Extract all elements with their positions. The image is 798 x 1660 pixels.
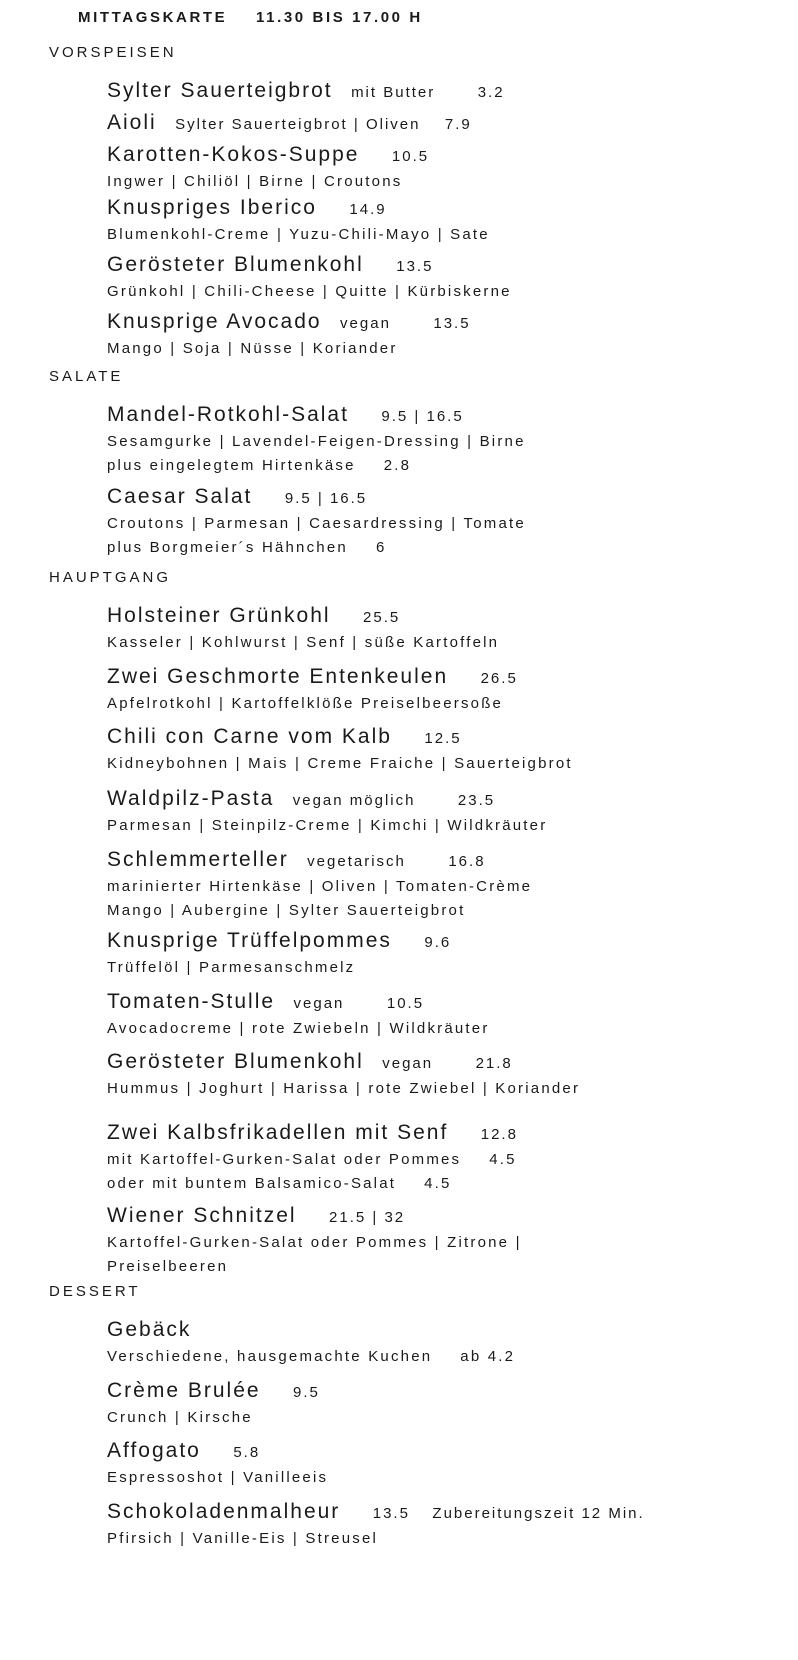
item-note: vegan — [382, 1055, 434, 1072]
item-name: Zwei Geschmorte Entenkeulen — [107, 665, 449, 688]
item-note: vegetarisch — [307, 853, 406, 870]
item-addon — [107, 536, 526, 560]
menu-item-knuspriges-iberico — [107, 193, 490, 247]
menu-item-geroesteter-blumenkohl-hauptgang — [107, 1047, 580, 1101]
item-name: Knusprige Trüffelpommes — [107, 929, 392, 952]
addon-price: 2.8 — [383, 457, 412, 474]
item-title-line — [107, 601, 499, 631]
menu-item-karotten-kokos-suppe — [107, 140, 429, 194]
item-price: 10.5 — [386, 995, 425, 1012]
item-description-2: Preiselbeeren — [107, 1258, 229, 1275]
item-title-line — [107, 307, 471, 337]
item-description: Pfirsich | Vanille-Eis | Streusel — [107, 1530, 379, 1547]
menu-item-waldpilz-pasta — [107, 784, 547, 838]
item-description: Kartoffel-Gurken-Salat oder Pommes | Zitrone | — [107, 1234, 522, 1251]
item-title-line — [107, 400, 526, 430]
item-name: Knusprige Avocado — [107, 310, 322, 333]
section-title-salate: SALATE — [49, 368, 124, 385]
item-name: Gebäck — [107, 1318, 192, 1341]
menu-item-tomaten-stulle — [107, 987, 490, 1041]
menu-item-gebaeck — [107, 1315, 515, 1369]
item-title-line — [107, 1315, 515, 1345]
item-title-line — [107, 76, 505, 106]
addon-price: 6 — [375, 539, 387, 556]
item-description — [107, 1345, 515, 1369]
item-description: Kidneybohnen | Mais | Creme Fraiche | Sauerteigbrot — [107, 755, 573, 772]
item-name: Zwei Kalbsfrikadellen mit Senf — [107, 1121, 449, 1144]
menu-title: MITTAGSKARTE — [78, 9, 228, 26]
item-title-line — [107, 1201, 522, 1231]
menu-item-chili-con-carne — [107, 722, 573, 776]
addon-text: mit Kartoffel-Gurken-Salat oder Pommes — [107, 1151, 462, 1168]
menu-item-geroesteter-blumenkohl-vorspeise — [107, 250, 512, 304]
item-description: Avocadocreme | rote Zwiebeln | Wildkräuter — [107, 1020, 490, 1037]
item-name: Knuspriges Iberico — [107, 196, 317, 219]
menu-item-aioli — [107, 108, 472, 138]
item-title-line — [107, 482, 526, 512]
item-price: 13.5 — [396, 258, 434, 275]
item-description: Grünkohl | Chili-Cheese | Quitte | Kürbiskerne — [107, 283, 512, 300]
item-price: 14.9 — [349, 201, 387, 218]
item-price: 7.9 — [444, 116, 472, 133]
item-title-line — [107, 1118, 518, 1148]
item-title-line — [107, 1436, 328, 1466]
menu-item-schlemmerteller — [107, 845, 532, 923]
section-title-hauptgang: HAUPTGANG — [49, 569, 172, 586]
item-name: Tomaten-Stulle — [107, 990, 276, 1013]
item-note: vegan möglich — [292, 792, 416, 809]
item-description: Espressoshot | Vanilleeis — [107, 1469, 329, 1486]
item-name: Caesar Salat — [107, 485, 253, 508]
menu-item-holsteiner-gruenkohl — [107, 601, 499, 655]
item-title-line — [107, 722, 573, 752]
addon-text: plus eingelegtem Hirtenkäse — [107, 457, 356, 474]
item-addon — [107, 1148, 518, 1172]
item-title-line — [107, 845, 532, 875]
item-description: Crunch | Kirsche — [107, 1409, 253, 1426]
item-price: 9.5 — [293, 1384, 320, 1401]
item-title-line — [107, 1047, 580, 1077]
menu-item-caesar-salat — [107, 482, 526, 560]
addon-price: 4.5 — [424, 1175, 452, 1192]
item-name: Chili con Carne vom Kalb — [107, 725, 392, 748]
item-title-line — [107, 784, 547, 814]
section-title-dessert: DESSERT — [49, 1283, 141, 1300]
item-price: 21.5 | 32 — [329, 1209, 406, 1226]
item-description: Blumenkohl-Creme | Yuzu-Chili-Mayo | Sate — [107, 226, 490, 243]
item-name: Waldpilz-Pasta — [107, 787, 275, 810]
item-title-line — [107, 662, 518, 692]
item-price: ab 4.2 — [460, 1348, 516, 1365]
item-addon — [107, 1172, 518, 1196]
item-price: 13.5 — [372, 1505, 410, 1522]
item-title-line — [107, 1497, 645, 1527]
item-title-line — [107, 250, 512, 280]
menu-item-affogato — [107, 1436, 328, 1490]
item-description: Mango | Soja | Nüsse | Koriander — [107, 340, 398, 357]
item-name: Affogato — [107, 1439, 201, 1462]
item-title-line — [107, 987, 490, 1017]
menu-item-creme-brulee — [107, 1376, 320, 1430]
item-price: 16.8 — [448, 853, 486, 870]
item-name: Crème Brulée — [107, 1379, 261, 1402]
addon-text: plus Borgmeier´s Hähnchen — [107, 539, 348, 556]
item-price: 5.8 — [233, 1444, 261, 1461]
item-name: Karotten-Kokos-Suppe — [107, 143, 360, 166]
item-description: Croutons | Parmesan | Caesardressing | Tomate — [107, 515, 526, 532]
item-name: Sylter Sauerteigbrot — [107, 79, 333, 102]
item-title-line — [107, 108, 472, 138]
preparation-time: Zubereitungszeit 12 Min. — [432, 1505, 645, 1522]
item-name: Holsteiner Grünkohl — [107, 604, 331, 627]
menu-item-mandel-rotkohl-salat — [107, 400, 526, 478]
item-description: Trüffelöl | Parmesanschmelz — [107, 959, 356, 976]
menu-item-knusprige-trueffelpommes — [107, 926, 451, 980]
item-name: Schlemmerteller — [107, 848, 289, 871]
menu-item-schokoladenmalheur — [107, 1497, 645, 1551]
item-description: Hummus | Joghurt | Harissa | rote Zwiebel | Koriander — [107, 1080, 581, 1097]
addon-price: 4.5 — [489, 1151, 517, 1168]
item-note: Sylter Sauerteigbrot | Oliven — [175, 116, 421, 133]
item-description: Sesamgurke | Lavendel-Feigen-Dressing | Birne — [107, 433, 526, 450]
item-description: Apfelrotkohl | Kartoffelklöße Preiselbeersoße — [107, 695, 504, 712]
item-name: Mandel-Rotkohl-Salat — [107, 403, 349, 426]
item-description: Ingwer | Chiliöl | Birne | Croutons — [107, 173, 403, 190]
item-price: 21.8 — [475, 1055, 513, 1072]
item-price: 25.5 — [363, 609, 401, 626]
item-note: vegan — [340, 315, 391, 332]
item-name: Aioli — [107, 111, 157, 134]
item-description: marinierter Hirtenkäse | Oliven | Tomaten-Crème — [107, 878, 533, 895]
item-name: Gerösteter Blumenkohl — [107, 1050, 364, 1073]
item-title-line — [107, 1376, 320, 1406]
item-price: 9.6 — [424, 934, 452, 951]
section-title-vorspeisen: VORSPEISEN — [49, 44, 177, 61]
menu-item-entenkeulen — [107, 662, 518, 716]
item-title-line — [107, 140, 429, 170]
item-name: Gerösteter Blumenkohl — [107, 253, 364, 276]
item-price: 3.2 — [477, 84, 505, 101]
menu-item-kalbsfrikadellen — [107, 1118, 518, 1196]
item-price: 10.5 — [391, 148, 430, 165]
item-title-line — [107, 193, 490, 223]
item-price: 12.5 — [424, 730, 462, 747]
serving-time: 11.30 BIS 17.00 H — [256, 9, 423, 26]
addon-text: oder mit buntem Balsamico-Salat — [107, 1175, 397, 1192]
menu-item-wiener-schnitzel — [107, 1201, 522, 1279]
item-name: Wiener Schnitzel — [107, 1204, 297, 1227]
item-description: Parmesan | Steinpilz-Creme | Kimchi | Wildkräuter — [107, 817, 548, 834]
item-price: 9.5 | 16.5 — [381, 408, 464, 425]
menu-item-knusprige-avocado — [107, 307, 471, 361]
menu-header — [78, 9, 423, 26]
item-name: Schokoladenmalheur — [107, 1500, 341, 1523]
item-note: vegan — [293, 995, 345, 1012]
item-price: 13.5 — [433, 315, 471, 332]
item-addon — [107, 454, 526, 478]
item-description-2: Mango | Aubergine | Sylter Sauerteigbrot — [107, 902, 466, 919]
description-text: Verschiedene, hausgemachte Kuchen — [107, 1348, 433, 1365]
item-price: 26.5 — [480, 670, 518, 687]
item-description: Kasseler | Kohlwurst | Senf | süße Kartoffeln — [107, 634, 500, 651]
item-price: 23.5 — [457, 792, 496, 809]
item-title-line — [107, 926, 451, 956]
item-note: mit Butter — [351, 84, 436, 101]
menu-item-sylter-sauerteigbrot — [107, 76, 505, 106]
item-price: 9.5 | 16.5 — [284, 490, 368, 507]
item-price: 12.8 — [480, 1126, 518, 1143]
